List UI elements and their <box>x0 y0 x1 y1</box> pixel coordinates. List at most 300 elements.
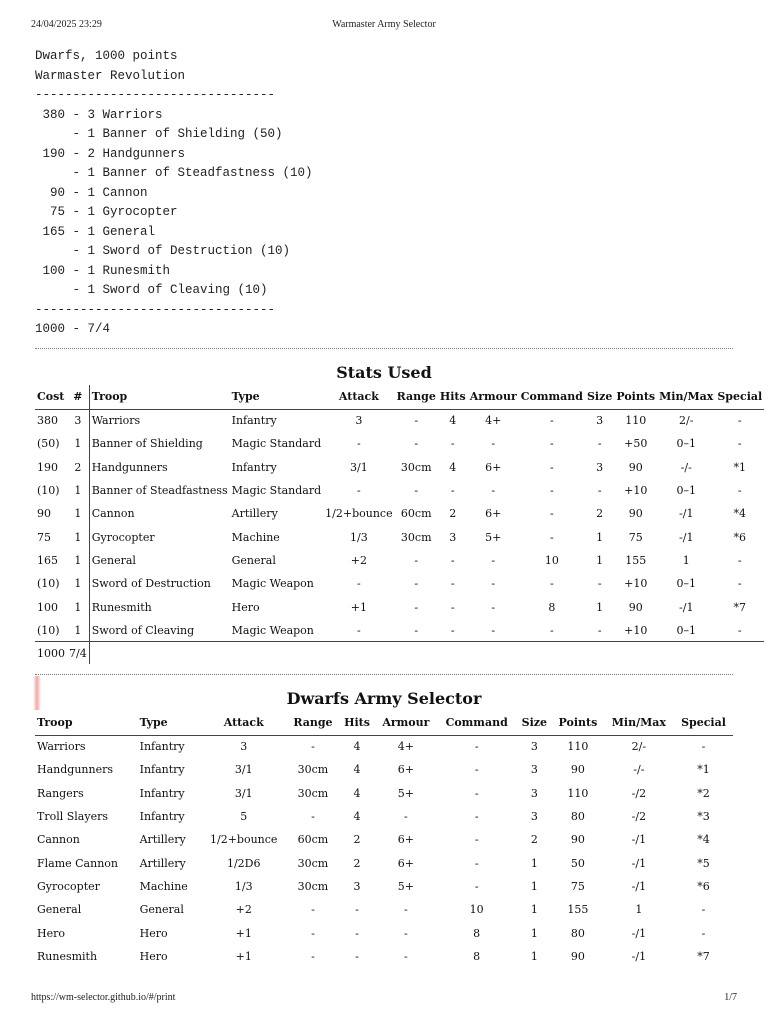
table-cell: - <box>474 763 479 777</box>
table-cell: Magic Weapon <box>231 577 314 591</box>
table-cell: 80 <box>570 810 585 824</box>
table-cell: -/- <box>633 763 645 777</box>
table-row <box>35 502 764 525</box>
table-cell: - <box>450 437 455 451</box>
table-cell: 3/1 <box>234 763 253 777</box>
table-cell: 90 <box>570 833 585 847</box>
table-cell: - <box>414 414 419 428</box>
table-cell: - <box>450 484 455 498</box>
table-cell: - <box>404 949 408 963</box>
column-header: Armour <box>375 711 437 735</box>
table-cell: - <box>357 484 361 498</box>
table-cell: +10 <box>624 577 648 591</box>
table-cell: - <box>414 553 419 567</box>
table-cell: Infantry <box>231 460 277 474</box>
table-cell: 4 <box>449 414 457 428</box>
table-cell: Runesmith <box>91 600 152 614</box>
table-cell: *4 <box>697 833 710 847</box>
column-header: Min/Max <box>657 385 715 409</box>
table-cell: Handgunners <box>37 763 113 777</box>
table-cell: 3 <box>530 786 538 800</box>
table-cell: 110 <box>625 414 647 428</box>
column-header: Troop <box>89 385 229 409</box>
table-cell: 30cm <box>297 786 329 800</box>
table-cell: - <box>550 437 554 451</box>
table-row <box>35 758 733 781</box>
column-header: Special <box>674 711 733 735</box>
table-cell: 60cm <box>400 507 432 521</box>
table-cell: - <box>450 600 455 614</box>
divider <box>35 674 733 675</box>
table-cell: 100 <box>37 600 58 614</box>
table-cell: 4 <box>353 740 361 754</box>
table-cell: 6+ <box>485 460 502 474</box>
table-cell: 3/1 <box>350 460 368 474</box>
table-cell: Hero <box>139 949 168 963</box>
table-cell: 0–1 <box>676 437 696 451</box>
table-cell: Rangers <box>37 786 84 800</box>
table-cell: 90 <box>37 507 51 521</box>
table-cell: 4+ <box>397 740 414 754</box>
table-cell: 3 <box>353 879 361 893</box>
table-cell: 90 <box>570 949 585 963</box>
listing-line: Warmaster Revolution <box>35 68 186 83</box>
column-header: Points <box>552 711 604 735</box>
table-cell: General <box>231 553 276 567</box>
table-cell: Hero <box>231 600 260 614</box>
table-cell: 4 <box>353 810 361 824</box>
table-cell: -/1 <box>631 949 647 963</box>
table-cell: 30cm <box>297 763 329 777</box>
table-cell: 1/2+bounce <box>210 833 278 847</box>
army-listing <box>35 47 313 340</box>
table-row <box>35 572 764 595</box>
page-number: 1/7 <box>724 992 737 1003</box>
table-cell: (10) <box>37 484 60 498</box>
table-row <box>35 456 764 479</box>
table-cell: +2 <box>235 903 252 917</box>
table-cell: -/1 <box>631 879 647 893</box>
table-cell: - <box>311 926 315 940</box>
table-cell: - <box>414 600 419 614</box>
print-url: https://wm-selector.github.io/#/print <box>31 992 176 1003</box>
table-cell: General <box>139 903 184 917</box>
table-cell: 2/- <box>631 740 647 754</box>
table-cell: - <box>311 903 315 917</box>
table-cell: - <box>355 903 359 917</box>
table-cell: - <box>404 810 408 824</box>
listing-line: - 1 Sword of Destruction (10) <box>35 244 291 258</box>
table-cell: Infantry <box>139 810 185 824</box>
table-cell: 3 <box>240 740 248 754</box>
table-cell: - <box>701 740 706 754</box>
table-cell: *3 <box>697 810 710 824</box>
table-cell: +50 <box>624 437 648 451</box>
table-cell: - <box>491 577 496 591</box>
table-cell: 2 <box>67 456 89 479</box>
listing-line: -------------------------------- <box>35 88 276 102</box>
table-cell: - <box>597 437 602 451</box>
table-cell: Infantry <box>139 740 185 754</box>
table-cell: - <box>404 903 408 917</box>
table-cell: 155 <box>625 553 647 567</box>
table-cell: -/2 <box>631 810 647 824</box>
table-cell: - <box>474 833 479 847</box>
listing-line: 165 - 1 General <box>35 224 156 239</box>
table-cell: 6+ <box>397 833 414 847</box>
table-cell: - <box>474 786 479 800</box>
table-cell: 4+ <box>485 414 502 428</box>
column-header: Command <box>437 711 517 735</box>
table-cell: Hero <box>37 926 65 940</box>
table-cell: 6+ <box>485 507 502 521</box>
table-cell: - <box>414 437 419 451</box>
table-cell: 8 <box>473 926 481 940</box>
column-header: Hits <box>438 385 468 409</box>
table-cell: 75 <box>37 530 51 544</box>
table-cell: -/1 <box>631 926 647 940</box>
table-cell: 75 <box>570 879 585 893</box>
table-row <box>35 735 733 758</box>
column-header: Special <box>715 385 764 409</box>
table-row <box>35 851 733 874</box>
table-cell: Artillery <box>231 507 278 521</box>
column-header: Type <box>230 385 324 409</box>
divider <box>35 348 733 349</box>
table-cell: 0–1 <box>676 623 696 637</box>
table-cell: -/2 <box>631 786 647 800</box>
table-cell: - <box>491 437 496 451</box>
army-table <box>35 711 733 968</box>
column-header: Size <box>585 385 614 409</box>
column-header: Range <box>287 711 339 735</box>
table-cell: 4 <box>353 763 361 777</box>
table-cell: 3 <box>449 530 457 544</box>
table-cell: - <box>737 484 742 498</box>
table-cell: Cannon <box>91 507 135 521</box>
table-row <box>35 549 764 572</box>
table-cell: 4 <box>449 460 457 474</box>
table-cell: - <box>474 879 479 893</box>
army-header-row <box>35 711 733 735</box>
table-cell: 190 <box>37 460 58 474</box>
table-cell: 1/2+bounce <box>325 507 393 521</box>
table-cell: 2 <box>596 507 604 521</box>
table-cell: - <box>550 623 554 637</box>
print-date: 24/04/2025 23:29 <box>31 19 102 30</box>
table-row <box>35 595 764 618</box>
table-cell: Troll Slayers <box>37 810 108 824</box>
table-cell: 2 <box>353 833 361 847</box>
table-cell: - <box>491 553 496 567</box>
table-cell: (50) <box>37 437 60 451</box>
table-row <box>35 945 733 968</box>
table-cell: 80 <box>570 926 585 940</box>
table-cell: - <box>491 484 496 498</box>
table-cell: +10 <box>624 623 648 637</box>
column-header: Troop <box>35 711 138 735</box>
table-cell: 1 <box>67 432 89 455</box>
table-cell: 30cm <box>297 879 329 893</box>
table-cell: - <box>450 577 455 591</box>
listing-line: 380 - 3 Warriors <box>35 107 163 122</box>
stats-table <box>35 385 764 664</box>
table-cell: 60cm <box>297 833 329 847</box>
table-cell: 3 <box>530 740 538 754</box>
table-cell: 110 <box>567 786 589 800</box>
column-header: Points <box>614 385 657 409</box>
table-cell: +10 <box>624 484 648 498</box>
table-cell: 5+ <box>485 530 502 544</box>
table-cell: *2 <box>697 786 710 800</box>
table-cell: - <box>414 484 419 498</box>
table-cell: 90 <box>628 600 643 614</box>
table-row <box>35 921 733 944</box>
table-cell: 30cm <box>400 460 432 474</box>
table-cell: 2 <box>353 856 361 870</box>
table-row <box>35 828 733 851</box>
table-cell: 4 <box>353 786 361 800</box>
table-cell: - <box>550 484 554 498</box>
table-cell: - <box>474 856 479 870</box>
table-cell: 5 <box>240 810 248 824</box>
column-header: Command <box>519 385 585 409</box>
table-cell: - <box>404 926 408 940</box>
table-cell: Magic Standard <box>231 484 322 498</box>
table-cell: 8 <box>473 949 481 963</box>
table-cell: +1 <box>235 949 252 963</box>
table-cell: 1 <box>67 502 89 525</box>
table-cell: - <box>474 740 479 754</box>
stats-header-row <box>35 385 764 409</box>
table-cell: Banner of Steadfastness <box>91 484 228 498</box>
table-cell: 1 <box>67 595 89 618</box>
table-cell: 90 <box>570 763 585 777</box>
table-cell: *1 <box>733 460 747 474</box>
table-cell: Magic Weapon <box>231 623 314 637</box>
table-cell: - <box>357 577 361 591</box>
table-cell: -/1 <box>679 530 694 544</box>
table-cell: *4 <box>733 507 747 521</box>
table-cell: Flame Cannon <box>37 856 118 870</box>
table-cell: *6 <box>697 879 710 893</box>
table-cell: - <box>414 623 419 637</box>
table-cell: *7 <box>733 600 747 614</box>
table-cell: 1/2D6 <box>226 856 261 870</box>
table-cell: Sword of Destruction <box>91 577 211 591</box>
table-cell: Hero <box>139 926 168 940</box>
listing-line: - 1 Banner of Steadfastness (10) <box>35 166 313 180</box>
table-cell: 3 <box>530 763 538 777</box>
table-cell: 1 <box>67 479 89 502</box>
table-cell: 1 <box>530 903 538 917</box>
table-cell: - <box>357 437 361 451</box>
table-cell: - <box>491 623 496 637</box>
column-header: Min/Max <box>604 711 674 735</box>
table-cell: 1 <box>67 525 89 548</box>
table-cell: +1 <box>235 926 252 940</box>
table-cell: Machine <box>231 530 280 544</box>
table-cell: *7 <box>697 949 710 963</box>
table-cell: - <box>737 437 742 451</box>
table-cell: 50 <box>570 856 585 870</box>
table-cell: -/1 <box>679 507 694 521</box>
table-cell: - <box>597 484 602 498</box>
table-cell: 0–1 <box>676 484 696 498</box>
table-cell: 0–1 <box>676 577 696 591</box>
table-cell: -/- <box>680 460 692 474</box>
total-cost: 1000 <box>35 642 67 665</box>
table-cell: - <box>450 623 455 637</box>
table-cell: - <box>701 926 706 940</box>
table-cell: *1 <box>697 763 710 777</box>
table-cell: (10) <box>37 623 60 637</box>
column-header: Hits <box>339 711 375 735</box>
table-cell: Handgunners <box>91 460 168 474</box>
table-cell: Sword of Cleaving <box>91 623 195 637</box>
table-cell: 6+ <box>397 856 414 870</box>
table-cell: Cannon <box>37 833 80 847</box>
table-row <box>35 409 764 432</box>
table-cell: 1 <box>635 903 643 917</box>
table-cell: - <box>355 949 359 963</box>
table-cell: -/1 <box>679 600 694 614</box>
table-row <box>35 782 733 805</box>
table-cell: Artillery <box>139 856 186 870</box>
table-cell: 3 <box>355 414 363 428</box>
stats-title: Stats Used <box>336 363 432 382</box>
table-cell: (10) <box>37 577 60 591</box>
table-row <box>35 875 733 898</box>
table-cell: - <box>597 623 602 637</box>
column-header: Attack <box>323 385 394 409</box>
table-cell: 1/3 <box>350 530 368 544</box>
table-cell: 1 <box>530 926 538 940</box>
table-cell: Banner of Shielding <box>91 437 203 451</box>
table-cell: - <box>357 623 361 637</box>
table-cell: 3/1 <box>234 786 253 800</box>
table-cell: 10 <box>469 903 484 917</box>
table-cell: 30cm <box>297 856 329 870</box>
listing-line: - 1 Sword of Cleaving (10) <box>35 283 268 297</box>
table-row <box>35 805 733 828</box>
table-row <box>35 619 764 642</box>
table-cell: 1 <box>596 600 604 614</box>
table-cell: 3 <box>596 414 604 428</box>
table-cell: +2 <box>350 553 367 567</box>
table-cell: 1 <box>530 856 538 870</box>
table-row <box>35 525 764 548</box>
table-cell: 2 <box>449 507 457 521</box>
table-cell: - <box>737 414 742 428</box>
table-cell: - <box>737 553 742 567</box>
table-cell: 75 <box>628 530 643 544</box>
table-cell: 10 <box>544 553 559 567</box>
table-cell: 3 <box>67 409 89 432</box>
table-cell: 110 <box>567 740 589 754</box>
table-cell: Runesmith <box>37 949 98 963</box>
table-cell: Infantry <box>231 414 277 428</box>
table-cell: - <box>450 553 455 567</box>
table-cell: 2/- <box>679 414 694 428</box>
listing-line: 90 - 1 Cannon <box>35 185 148 200</box>
table-cell: - <box>737 577 742 591</box>
column-header: Range <box>395 385 438 409</box>
column-header: Attack <box>201 711 287 735</box>
total-count: 7/4 <box>67 642 89 665</box>
table-cell: - <box>550 577 554 591</box>
table-cell: Artillery <box>139 833 186 847</box>
table-cell: 90 <box>628 507 643 521</box>
table-cell: *6 <box>733 530 747 544</box>
table-cell: Gyrocopter <box>91 530 155 544</box>
table-cell: Gyrocopter <box>37 879 100 893</box>
column-header: Armour <box>468 385 519 409</box>
listing-line: 100 - 1 Runesmith <box>35 263 171 278</box>
table-cell: 8 <box>548 600 556 614</box>
table-cell: - <box>311 740 315 754</box>
listing-line: 1000 - 7/4 <box>35 322 111 336</box>
table-cell: 3 <box>596 460 604 474</box>
army-title: Dwarfs Army Selector <box>286 689 482 708</box>
table-cell: - <box>737 623 742 637</box>
table-cell: *5 <box>697 856 710 870</box>
table-cell: 1 <box>596 553 604 567</box>
table-cell: 1 <box>530 879 538 893</box>
column-header: Cost <box>35 385 67 409</box>
table-cell: 30cm <box>400 530 432 544</box>
table-cell: - <box>550 460 554 474</box>
table-cell: 6+ <box>397 763 414 777</box>
table-row <box>35 898 733 921</box>
column-header: # <box>67 385 89 409</box>
table-cell: 5+ <box>397 786 414 800</box>
table-cell: - <box>474 810 479 824</box>
total-filler <box>89 642 764 665</box>
table-cell: 1/3 <box>234 879 253 893</box>
table-cell: 2 <box>530 833 538 847</box>
table-cell: Infantry <box>139 786 185 800</box>
listing-line: Dwarfs, 1000 points <box>35 49 178 63</box>
table-cell: 155 <box>567 903 589 917</box>
table-cell: - <box>550 507 554 521</box>
table-cell: - <box>414 577 419 591</box>
table-cell: Magic Standard <box>231 437 322 451</box>
print-title: Warmaster Army Selector <box>332 19 436 30</box>
table-cell: 1 <box>67 619 89 642</box>
table-cell: Warriors <box>91 414 141 428</box>
listing-line: 190 - 2 Handgunners <box>35 146 186 161</box>
stats-total-row <box>35 642 764 665</box>
table-cell: 165 <box>37 553 58 567</box>
column-header: Size <box>517 711 552 735</box>
table-cell: - <box>311 810 315 824</box>
listing-line: -------------------------------- <box>35 302 276 317</box>
table-row <box>35 432 764 455</box>
table-cell: 1 <box>596 530 604 544</box>
table-cell: - <box>550 414 554 428</box>
table-cell: 5+ <box>397 879 414 893</box>
table-cell: -/1 <box>631 833 647 847</box>
table-cell: Machine <box>139 879 188 893</box>
table-cell: Warriors <box>37 740 86 754</box>
table-row <box>35 479 764 502</box>
table-cell: 1 <box>530 949 538 963</box>
table-cell: 380 <box>37 414 58 428</box>
table-cell: +1 <box>350 600 367 614</box>
table-cell: - <box>355 926 359 940</box>
table-cell: - <box>597 577 602 591</box>
